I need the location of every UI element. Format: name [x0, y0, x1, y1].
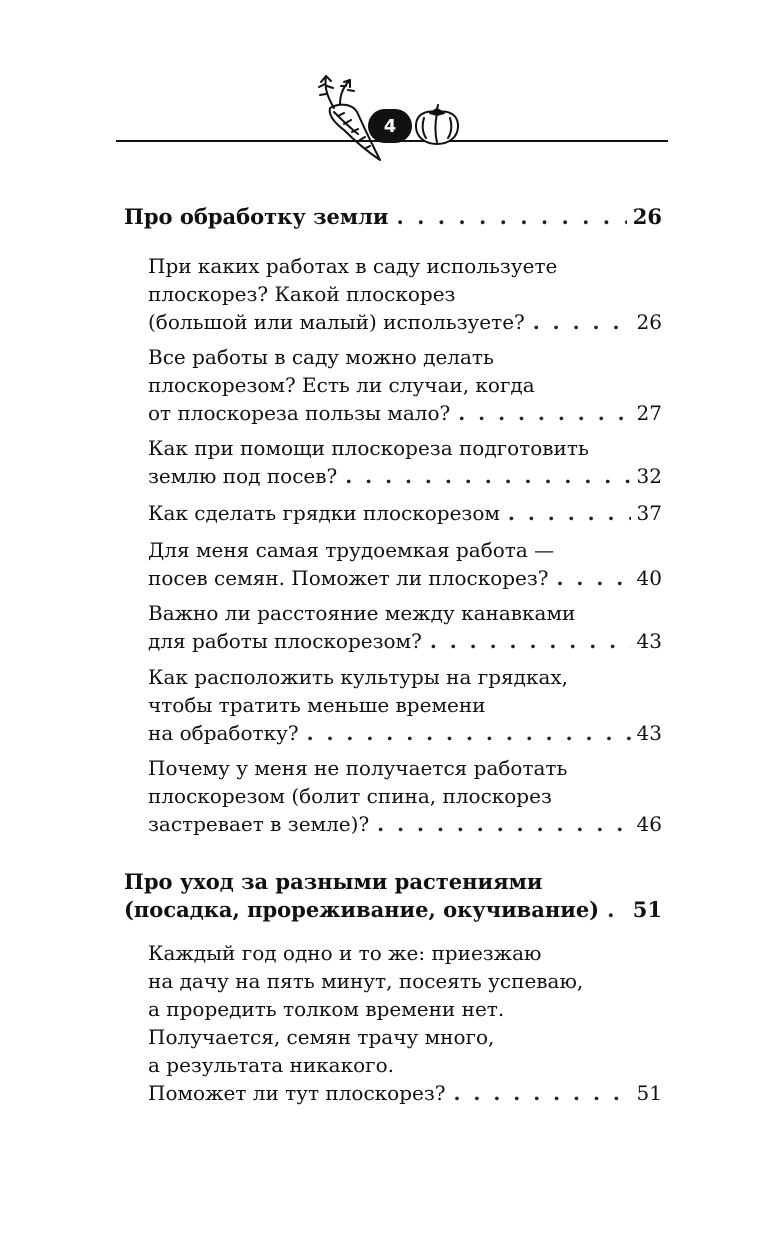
- toc-item[interactable]: [148, 499, 662, 527]
- section-title: Про уход за разными растениями: [124, 869, 543, 894]
- item-text: (большой или малый) используете?: [148, 310, 525, 334]
- item-text: Все работы в саду можно делать: [148, 345, 494, 369]
- section-title: Про обработку земли: [124, 204, 389, 229]
- toc-item[interactable]: [148, 754, 662, 838]
- page-ref: 26: [632, 204, 662, 229]
- toc-item[interactable]: [148, 252, 662, 336]
- page-ref: 37: [636, 501, 662, 525]
- dot-leader: [430, 627, 631, 655]
- item-text: Почему у меня не получается работать: [148, 756, 568, 780]
- page-number: 4: [368, 109, 412, 143]
- page-ref: 43: [636, 721, 662, 745]
- dot-leader: [533, 308, 631, 336]
- item-text: от плоскореза пользы мало?: [148, 401, 451, 425]
- dot-leader: [458, 399, 630, 427]
- toc-section-heading[interactable]: [124, 203, 662, 231]
- toc-item[interactable]: [148, 939, 662, 1107]
- item-text: для работы плоскорезом?: [148, 629, 422, 653]
- dot-leader: [307, 719, 631, 747]
- item-text: Как сделать грядки плоскорезом: [148, 501, 500, 525]
- toc-item[interactable]: [148, 343, 662, 427]
- item-text: Получается, семян трачу много,: [148, 1025, 495, 1049]
- page-ref: 43: [636, 629, 662, 653]
- toc-item[interactable]: [148, 599, 662, 655]
- item-text: плоскорезом? Есть ли случаи, когда: [148, 373, 535, 397]
- item-text: а результата никакого.: [148, 1053, 395, 1077]
- item-text: Как при помощи плоскореза подготовить: [148, 436, 589, 460]
- dot-leader: [377, 810, 630, 838]
- item-text: землю под посев?: [148, 464, 338, 488]
- item-text: При каких работах в саду используете: [148, 254, 558, 278]
- item-text: Как расположить культуры на грядках,: [148, 665, 568, 689]
- item-text: Поможет ли тут плоскорез?: [148, 1081, 446, 1105]
- item-text: Каждый год одно и то же: приезжаю: [148, 941, 542, 965]
- dot-leader: [508, 499, 631, 527]
- item-text: а проредить толком времени нет.: [148, 997, 505, 1021]
- item-text: Для меня самая трудоемкая работа —: [148, 538, 555, 562]
- toc-item[interactable]: [148, 536, 662, 592]
- item-text: на дачу на пять минут, посеять успеваю,: [148, 969, 584, 993]
- dot-leader: [607, 896, 627, 924]
- page-ref: 46: [636, 812, 662, 836]
- item-text: чтобы тратить меньше времени: [148, 693, 486, 717]
- item-text: застревает в земле)?: [148, 812, 370, 836]
- page-header: [0, 0, 768, 170]
- section-title: (посадка, прореживание, окучивание): [124, 897, 600, 922]
- dot-leader: [453, 1079, 630, 1107]
- dot-leader: [345, 462, 630, 490]
- toc-item[interactable]: [148, 434, 662, 490]
- item-text: на обработку?: [148, 721, 299, 745]
- page-ref: 51: [636, 1081, 662, 1105]
- page-ref: 32: [636, 464, 662, 488]
- dot-leader: [396, 203, 626, 231]
- toc-section-heading[interactable]: [124, 868, 662, 924]
- item-text: плоскорезом (болит спина, плоскорез: [148, 784, 552, 808]
- item-text: посев семян. Поможет ли плоскорез?: [148, 566, 549, 590]
- page-ref: 51: [632, 897, 662, 922]
- tomato-icon: [410, 104, 464, 148]
- dot-leader: [557, 564, 631, 592]
- toc-item[interactable]: [148, 663, 662, 747]
- item-text: плоскорез? Какой плоскорез: [148, 282, 456, 306]
- item-text: Важно ли расстояние между канавками: [148, 601, 576, 625]
- page-ref: 27: [636, 401, 662, 425]
- page-ref: 26: [636, 310, 662, 334]
- page-ref: 40: [636, 566, 662, 590]
